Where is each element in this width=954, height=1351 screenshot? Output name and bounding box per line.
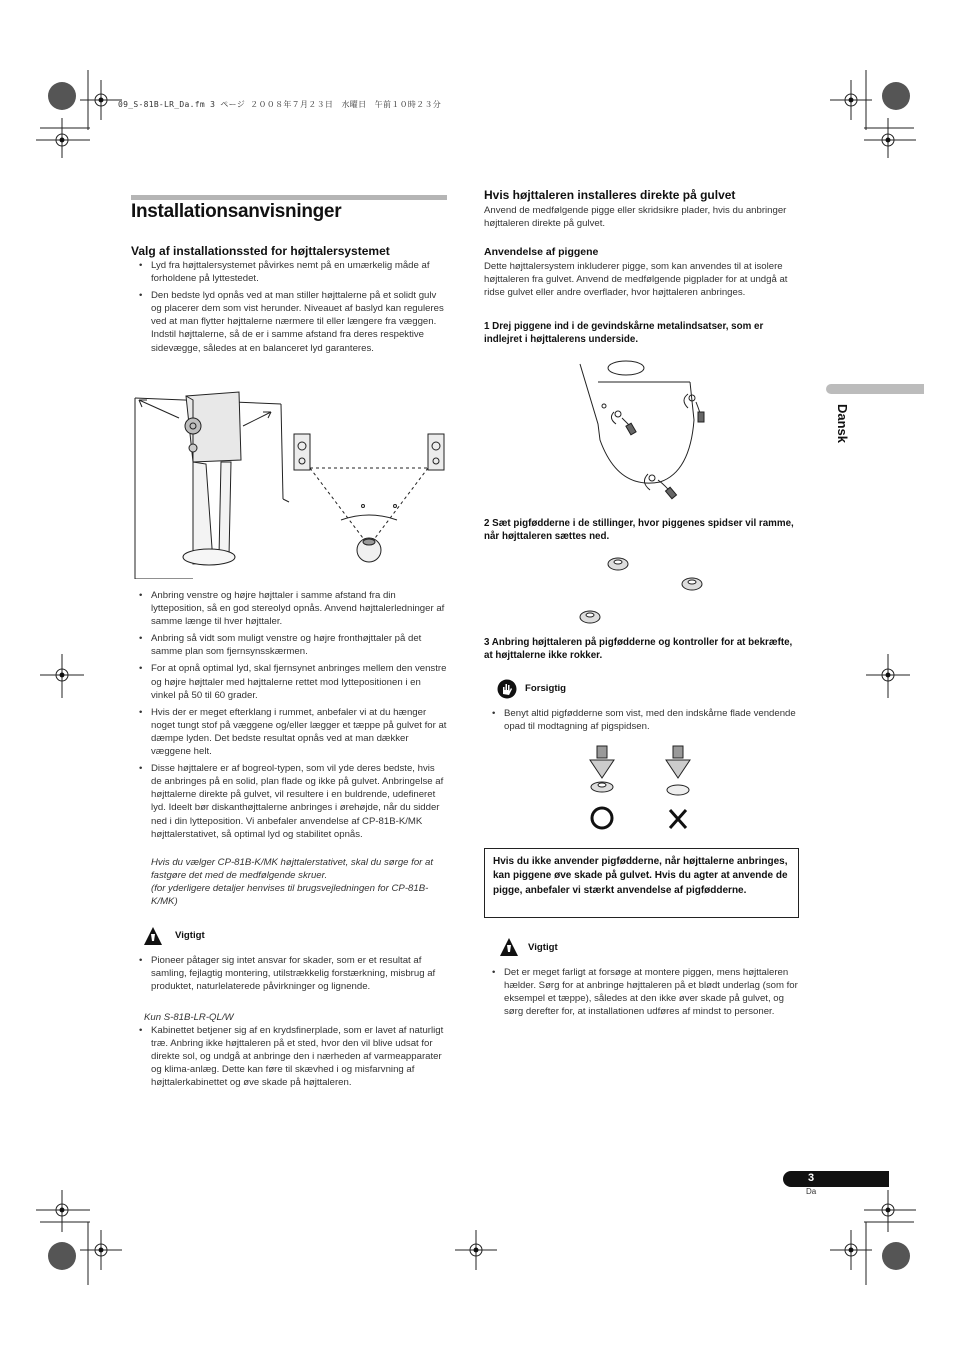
list-item: • Lyd fra højttalersystemet påvirkes nemt på en umærkelig måde af forholdene på lyttestedet. bbox=[131, 259, 447, 285]
important-list bbox=[131, 954, 447, 997]
important-icon bbox=[143, 926, 163, 946]
list-item: • Det er meget farligt at forsøge at montere piggen, mens højttaleren hælder. Sørg for at anbringe højttaleren på et blødt underlag (som for eksempel et tæppe), således at den ikke øver skade på gulvet, og sørg derefter for, at installationen udføres af mindst to personer. bbox=[484, 966, 799, 1018]
caution-hand-icon bbox=[497, 679, 517, 699]
page-language: Da bbox=[806, 1187, 817, 1196]
spike-attach-illustration bbox=[578, 360, 708, 508]
language-tab-label: Dansk bbox=[835, 404, 850, 444]
section-heading-floor: Hvis højttaleren installeres direkte på gulvet bbox=[484, 188, 736, 202]
page-number: 3 bbox=[808, 1172, 815, 1184]
list-item: • Anbring så vidt som muligt venstre og højre fronthøjttaler på det samme plan som fjernsynsskærmen. bbox=[131, 632, 447, 658]
spike-correct-incorrect-illustration bbox=[584, 744, 704, 834]
list-item: • Kabinettet betjener sig af en krydsfinerplade, som er lavet af naturligt træ. Anbring ikke højttaleren på et sted, hvor den vil blive udsat for direkte sol, og undgå at anbringe den i nærheden af varmeapparater og klima-anlæg. Dette kan føre til skævhed i og misfarvning af højttalerkabinettet og øve skade på højttaleren. bbox=[131, 1024, 447, 1089]
caution-list bbox=[484, 707, 799, 737]
list-item: • Hvis der er meget efterklang i rummet, anbefaler vi at du hænger noget tungt stof på væggene og/eller lægger et tæppe på gulvet for at dæmpe lyden. Det bedste resultat opnås ved at man dækker væggene helt. bbox=[131, 706, 447, 758]
floor-intro: Anvend de medfølgende pigge eller skridsikre plader, hvis du anbringer højttaleren direkte på gulvet. bbox=[484, 205, 787, 230]
file-header: 09_S-81B-LR_Da.fm 3 ページ ２００８年７月２３日 水曜日 午前１０時２３分 bbox=[118, 100, 442, 109]
step-2: 2 Sæt pigfødderne i de stillinger, hvor piggenes spidser vil ramme, når højttaleren sættes ned. bbox=[484, 518, 794, 543]
step-1: 1 Drej piggene ind i de gevindskårne metalindsatser, som er indlejret i højttalerens underside. bbox=[484, 321, 764, 346]
stand-note: Hvis du vælger CP-81B-K/MK højttalerstativet, skal du sørge for at fastgøre det med de medfølgende skruer. (for yderligere detaljer henvises til brugsvejledningen for CP-81B-K/MK) bbox=[151, 857, 434, 908]
list-item: • Benyt altid pigfødderne som vist, med den indskårne flade vendende opad til modtagning af pigspidsen. bbox=[484, 707, 799, 733]
page-number-tab bbox=[783, 1171, 889, 1187]
list-item: • Den bedste lyd opnås ved at man stiller højttalerne på et solidt gulv og placerer dem som vist herunder. Niveauet af baslyd kan reguleres ved at man flytter højttalerne nærmere til eller længere fra væggen. Indstil højttalerne, så de er i samme afstand fra deres respektive sidevægge, således at en balanceret lyd garanteres. bbox=[131, 289, 447, 354]
list-item: • Anbring venstre og højre højttaler i samme afstand fra din lytteposition, så en god stereolyd opnås. Anvend højttalerledninger af samme længe til hver højttaler. bbox=[131, 589, 447, 628]
speaker-placement-illustration bbox=[131, 384, 446, 579]
important-list-right bbox=[484, 966, 799, 1022]
model-note: Kun S-81B-LR-QL/W bbox=[144, 1012, 234, 1023]
important-label-right: Vigtigt bbox=[528, 942, 558, 953]
caution-label: Forsigtig bbox=[525, 683, 567, 694]
page-title: Installationsanvisninger bbox=[131, 201, 342, 222]
language-tab-bar bbox=[826, 384, 924, 394]
list-item: • Pioneer påtager sig intet ansvar for skader, som er et resultat af samling, fejlagtig montering, utilstrækkelig forstærkning, misbrug af produktet, naturlelaterede påvirkninger og lignende. bbox=[131, 954, 447, 993]
step-3: 3 Anbring højttaleren på pigfødderne og kontroller for at bekræfte, at højttalerne ikke rokker. bbox=[484, 637, 793, 662]
spike-feet-placement-illustration bbox=[576, 552, 716, 628]
warning-box: Hvis du ikke anvender pigfødderne, når højttalerne anbringes, kan piggene øve skade på gulvet. Hvis du agter at anvende de pigge, anbefaler vi stærkt anvendelse af pigfødderne. bbox=[484, 848, 799, 918]
spikes-paragraph: Dette højttalersystem inkluderer pigge, som kan anvendes til at isolere højttaleren fra gulvet. Anvend de medfølgende pigplader for at undgå at ridse gulvet eller andre overflader, hvor højttaleren anbringes. bbox=[484, 261, 788, 299]
bullet-list-top bbox=[131, 259, 447, 359]
model-list bbox=[131, 1024, 447, 1093]
important-icon bbox=[499, 937, 519, 957]
section-heading-placement: Valg af installationssted for højttalersystemet bbox=[131, 244, 390, 258]
bullet-list-middle bbox=[131, 589, 447, 845]
list-item: • Disse højttalere er af bogreol-typen, som vil yde deres bedste, hvis de anbringes på en solid, plan flade og ikke på gulvet. Anbringelse af højttalerne direkte på gulvet, vil resultere i en buldrende, udefineret lyd. Ideelt bør diskanthøjttalerne anbringes i ørehøjde, når du sidder ned i din lytteposition. Vi anbefaler anvendelse af CP-81B-K/MK højttalerstativet, så optimal lyd og stabilitet opnås. bbox=[131, 762, 447, 841]
list-item: • For at opnå optimal lyd, skal fjernsynet anbringes mellem den venstre og højre højttaler med højttalerne rettet mod lyttepositionen i en vinkel på 50 til 60 grader. bbox=[131, 662, 447, 701]
sub-heading-spikes: Anvendelse af piggene bbox=[484, 246, 599, 258]
title-bar bbox=[131, 195, 447, 200]
important-label: Vigtigt bbox=[175, 930, 205, 941]
